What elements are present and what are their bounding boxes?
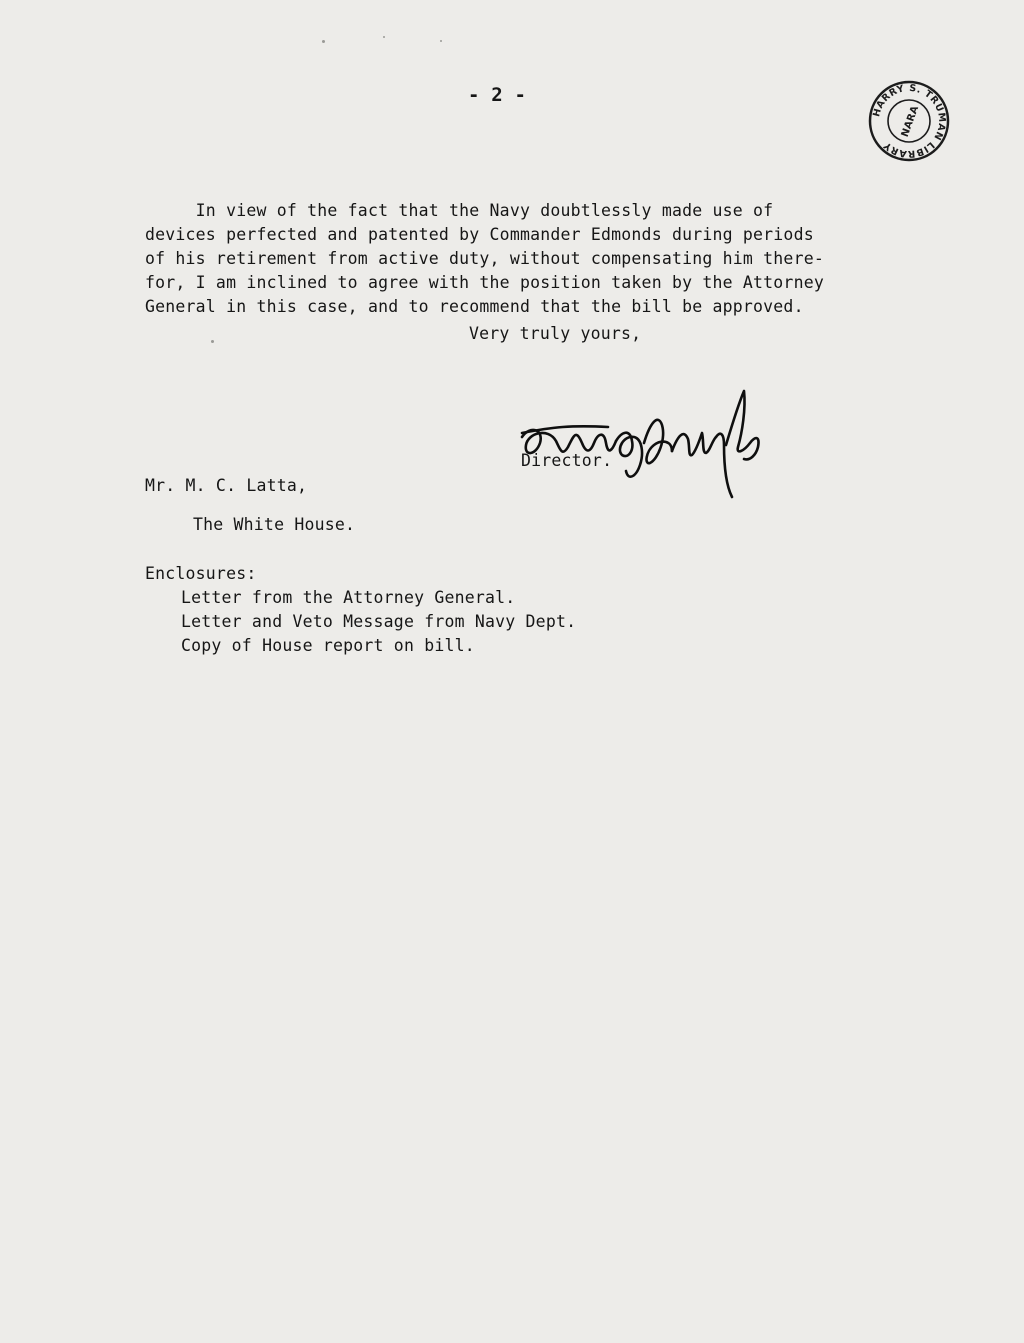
enclosure-item: Copy of House report on bill.: [181, 636, 475, 655]
enclosure-item: Letter from the Attorney General.: [181, 588, 516, 607]
addressee-name: Mr. M. C. Latta,: [145, 476, 308, 495]
body-line: General in this case, and to recommend that the bill be approved.: [145, 297, 804, 316]
addressee-organization: The White House.: [193, 515, 356, 534]
library-stamp: [868, 80, 950, 162]
paper-speck: [383, 36, 385, 38]
body-line: for, I am inclined to agree with the position taken by the Attorney: [145, 273, 824, 292]
paper-speck: [440, 40, 442, 42]
body-paragraph: [145, 199, 885, 319]
body-line: of his retirement from active duty, without compensating him there-: [145, 249, 824, 268]
closing-salutation: Very truly yours,: [469, 324, 642, 343]
svg-text:HARRY S. TRUMAN LIBRARY: HARRY S. TRUMAN LIBRARY: [871, 82, 948, 160]
enclosures-list: [181, 586, 576, 658]
enclosure-item: Letter and Veto Message from Navy Dept.: [181, 612, 577, 631]
svg-text:NARA: NARA: [899, 104, 922, 139]
page-number: - 2 -: [468, 84, 527, 106]
paper-speck: [322, 40, 325, 43]
body-line: devices perfected and patented by Commander Edmonds during periods: [145, 225, 814, 244]
body-line: In view of the fact that the Navy doubtlessly made use of: [145, 201, 774, 220]
signature-title: Director.: [521, 451, 613, 470]
handwritten-signature: [512, 385, 767, 505]
enclosures-heading: Enclosures:: [145, 564, 257, 583]
paper-speck: [211, 340, 214, 343]
